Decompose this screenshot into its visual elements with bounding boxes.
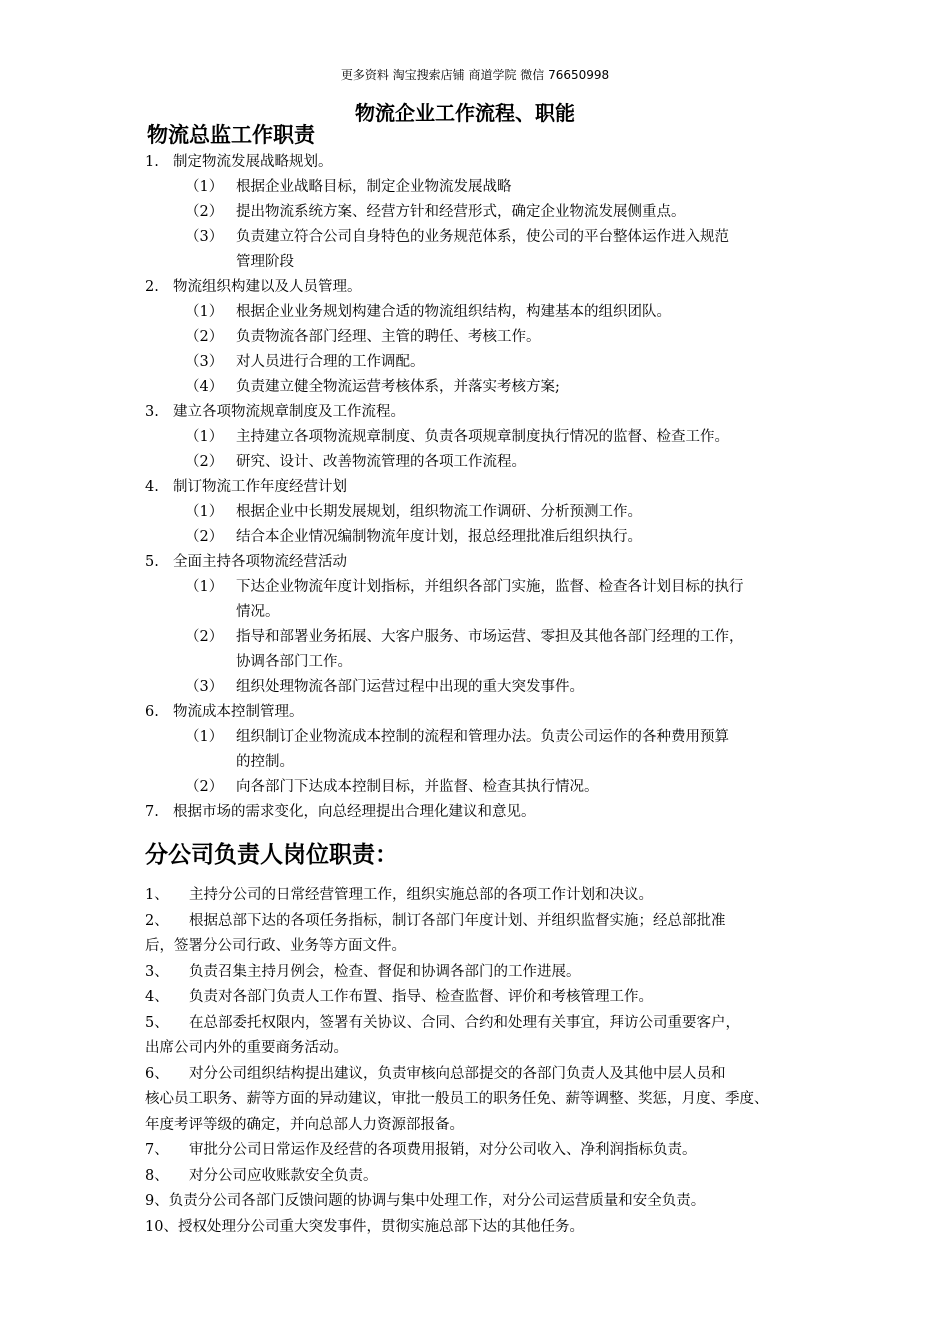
responsibility-text: 对分公司应收账款安全负责。: [189, 1167, 378, 1184]
duty-subitem: [145, 375, 820, 400]
duty-subitem-text: 组织处理物流各部门运营过程中出现的重大突发事件。: [236, 679, 584, 695]
duty-subitem-text: 向各部门下达成本控制目标，并监督、检查其执行情况。: [236, 779, 599, 795]
duty-subitem: [145, 175, 820, 200]
responsibility-text: 负责召集主持月例会，检查、督促和协调各部门的工作进展。: [189, 963, 581, 980]
duty-subitem: [145, 225, 820, 275]
duty-item-number: 1.: [145, 154, 159, 170]
duty-item-text: 全面主持各项物流经营活动: [173, 554, 347, 570]
responsibility-item: [145, 1036, 820, 1062]
responsibility-item: [145, 883, 820, 909]
duty-item-number: 3.: [145, 404, 159, 420]
responsibility-text: 出席公司内外的重要商务活动。: [145, 1040, 348, 1056]
duty-subitem-text: 管理阶段: [236, 254, 294, 270]
duty-subitem-text: 根据企业战略目标，制定企业物流发展战略: [236, 179, 512, 195]
section2-list: [145, 883, 820, 1240]
duty-subitem-text: 结合本企业情况编制物流年度计划，报总经理批准后组织执行。: [236, 529, 642, 545]
duty-subitem-text: 的控制。: [236, 754, 294, 770]
duty-item-number: 2.: [145, 279, 159, 295]
duty-item-text: 制定物流发展战略规划。: [173, 154, 333, 170]
duty-item-text: 根据市场的需求变化，向总经理提出合理化建议和意见。: [173, 804, 536, 820]
responsibility-number: 3、: [145, 963, 169, 980]
responsibility-item: [145, 1062, 820, 1088]
responsibility-item: [145, 1113, 820, 1139]
responsibility-text: 授权处理分公司重大突发事件，贯彻实施总部下达的其他任务。: [177, 1218, 584, 1235]
responsibility-item: [145, 960, 820, 986]
duty-subitem: [145, 575, 820, 625]
responsibility-item: [145, 1087, 820, 1113]
duty-subitem: [145, 325, 820, 350]
duty-subitem: [145, 200, 820, 225]
duty-item-number: 4.: [145, 479, 159, 495]
duty-subitem-text: 负责建立健全物流运营考核体系，并落实考核方案;: [236, 379, 560, 395]
duty-subitem-number: （3）: [185, 354, 224, 370]
responsibility-text: 负责分公司各部门反馈问题的协调与集中处理工作，对分公司运营质量和安全负责。: [168, 1193, 706, 1209]
duty-item-number: 7.: [145, 804, 159, 820]
responsibility-text: 核心员工职务、薪等方面的异动建议，审批一般员工的职务任免、薪等调整、奖惩，月度、季度、: [145, 1091, 769, 1107]
duty-subitem-text: 协调各部门工作。: [236, 654, 352, 670]
section2-title: 分公司负责人岗位职责：: [145, 841, 398, 868]
duty-subitem-text: 情况。: [236, 604, 280, 620]
duty-item-text: 物流成本控制管理。: [173, 704, 304, 720]
responsibility-number: 2、: [145, 912, 169, 929]
responsibility-text: 在总部委托权限内，签署有关协议、合同、合约和处理有关事宜，拜访公司重要客户，: [189, 1014, 740, 1031]
duty-subitem-text: 提出物流系统方案、经营方针和经营形式，确定企业物流发展侧重点。: [236, 204, 686, 220]
duty-subitem-number: （1）: [185, 729, 224, 745]
duty-subitem-number: （3）: [185, 679, 224, 695]
responsibility-text: 对分公司组织结构提出建议，负责审核向总部提交的各部门负责人及其他中层人员和: [189, 1065, 726, 1082]
responsibility-item: [145, 1138, 820, 1164]
section1-title: 物流总监工作职责: [147, 122, 315, 147]
responsibility-number: 1、: [145, 887, 169, 903]
duty-subitem-text: 根据企业中长期发展规划，组织物流工作调研、分析预测工作。: [236, 504, 642, 520]
responsibility-text: 主持分公司的日常经营管理工作，组织实施总部的各项工作计划和决议。: [189, 887, 653, 903]
document-body: [145, 120, 820, 1240]
responsibility-number: 8、: [145, 1167, 169, 1184]
duty-subitem-number: （2）: [185, 529, 224, 545]
responsibility-text: 年度考评等级的确定，并向总部人力资源部报备。: [145, 1116, 464, 1133]
section1-list: [145, 150, 820, 825]
responsibility-item: [145, 985, 820, 1011]
duty-item-text: 物流组织构建以及人员管理。: [173, 279, 362, 295]
responsibility-number: 6、: [145, 1065, 169, 1082]
duty-subitem-number: （1）: [185, 579, 224, 595]
responsibility-item: [145, 1215, 820, 1241]
responsibility-item: [145, 1164, 820, 1190]
duty-subitem-text: 研究、设计、改善物流管理的各项工作流程。: [236, 454, 526, 470]
duty-subitem-number: （2）: [185, 454, 224, 470]
duty-subitem: [145, 300, 820, 325]
duty-subitem-number: （1）: [185, 504, 224, 520]
responsibility-number: 10、: [145, 1218, 178, 1235]
duty-subitem: [145, 625, 820, 675]
duty-item: [145, 550, 820, 575]
duty-item: [145, 800, 820, 825]
duty-subitem: [145, 500, 820, 525]
duty-item-number: 5.: [145, 554, 159, 570]
duty-subitem: [145, 525, 820, 550]
duty-subitem-number: （2）: [185, 629, 224, 645]
duty-subitem-number: （2）: [185, 779, 224, 795]
responsibility-text: 负责对各部门负责人工作布置、指导、检查监督、评价和考核管理工作。: [189, 989, 653, 1005]
document-title: 物流企业工作流程、职能: [355, 101, 575, 125]
responsibility-text: 根据总部下达的各项任务指标，制订各部门年度计划、并组织监督实施；经总部批准: [189, 912, 726, 929]
responsibility-number: 4、: [145, 989, 169, 1005]
duty-subitem: [145, 350, 820, 375]
duty-item: [145, 475, 820, 500]
responsibility-item: [145, 909, 820, 935]
duty-subitem-text: 负责物流各部门经理、主管的聘任、考核工作。: [236, 329, 541, 345]
duty-subitem-text: 根据企业业务规划构建合适的物流组织结构，构建基本的组织团队。: [236, 304, 671, 320]
duty-subitem: [145, 450, 820, 475]
duty-item: [145, 700, 820, 725]
duty-subitem-number: （1）: [185, 429, 224, 445]
duty-subitem-number: （4）: [185, 379, 224, 395]
duty-item: [145, 150, 820, 175]
duty-item-text: 制订物流工作年度经营计划: [173, 479, 347, 495]
duty-item: [145, 400, 820, 425]
duty-subitem: [145, 725, 820, 775]
duty-subitem-number: （1）: [185, 179, 224, 195]
header-note: 更多资料 淘宝搜索店铺 商道学院 微信 76650998: [340, 68, 610, 82]
duty-subitem-text: 主持建立各项物流规章制度、负责各项规章制度执行情况的监督、检查工作。: [236, 429, 729, 445]
responsibility-number: 7、: [145, 1142, 169, 1158]
duty-subitem-number: （1）: [185, 304, 224, 320]
duty-subitem-text: 下达企业物流年度计划指标，并组织各部门实施，监督、检查各计划目标的执行: [236, 579, 744, 595]
responsibility-text: 审批分公司日常运作及经营的各项费用报销，对分公司收入、净利润指标负责。: [189, 1142, 697, 1158]
responsibility-number: 9、: [145, 1193, 169, 1209]
duty-subitem: [145, 425, 820, 450]
responsibility-number: 5、: [145, 1014, 169, 1031]
duty-subitem-text: 组织制订企业物流成本控制的流程和管理办法。负责公司运作的各种费用预算: [236, 729, 729, 745]
responsibility-item: [145, 934, 820, 960]
duty-subitem-number: （2）: [185, 329, 224, 345]
duty-item: [145, 275, 820, 300]
responsibility-text: 后，签署分公司行政、业务等方面文件。: [145, 938, 406, 954]
duty-subitem-text: 指导和部署业务拓展、大客户服务、市场运营、零担及其他各部门经理的工作，: [236, 629, 744, 645]
duty-item-text: 建立各项物流规章制度及工作流程。: [173, 404, 405, 420]
responsibility-item: [145, 1189, 820, 1215]
duty-subitem: [145, 675, 820, 700]
duty-item-number: 6.: [145, 704, 159, 720]
duty-subitem-number: （3）: [185, 229, 224, 245]
duty-subitem-number: （2）: [185, 204, 224, 220]
responsibility-item: [145, 1011, 820, 1037]
duty-subitem-text: 对人员进行合理的工作调配。: [236, 354, 425, 370]
duty-subitem-text: 负责建立符合公司自身特色的业务规范体系，使公司的平台整体运作进入规范: [236, 229, 729, 245]
duty-subitem: [145, 775, 820, 800]
